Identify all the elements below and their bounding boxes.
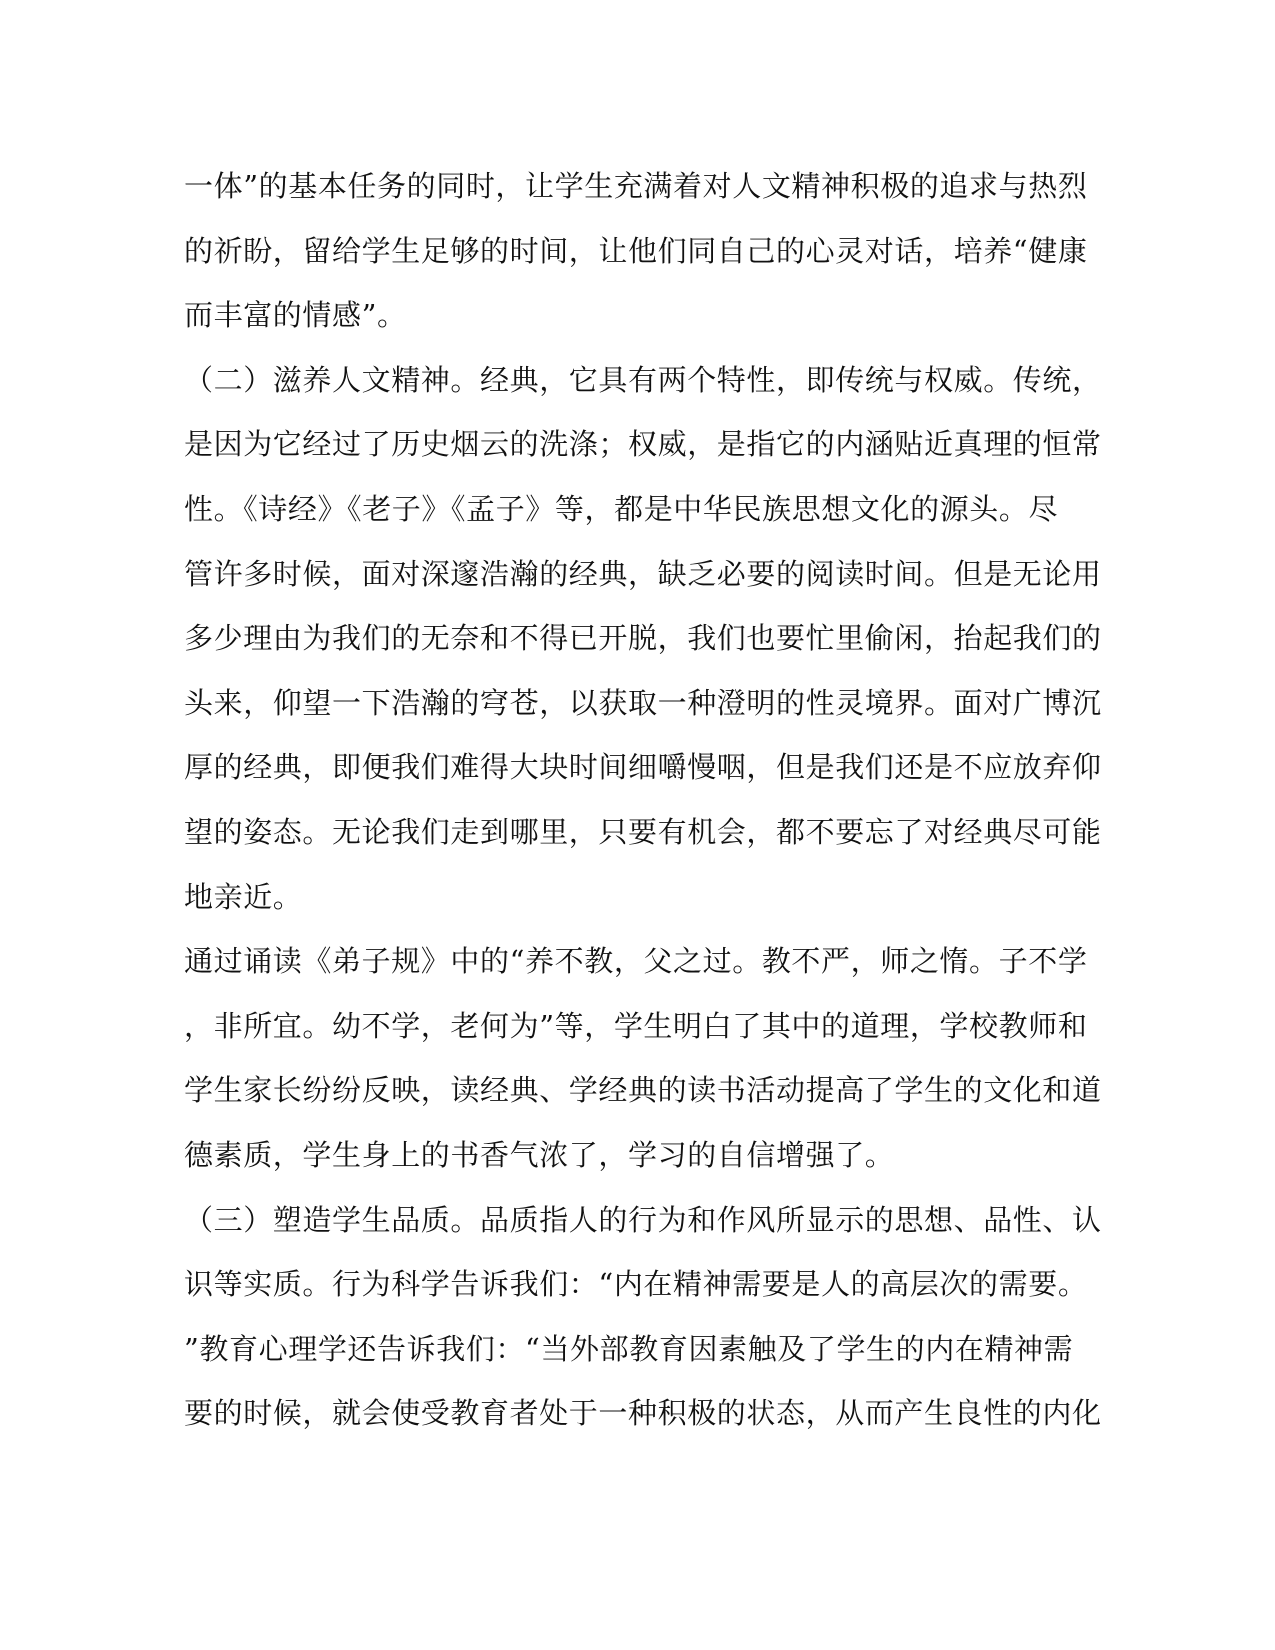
- text-line: 头来，仰望一下浩瀚的穹苍，以获取一种澄明的性灵境界。面对广博沉: [184, 685, 1102, 720]
- text-line: 德素质，学生身上的书香气浓了，学习的自信增强了。: [184, 1137, 895, 1172]
- text-line: 多少理由为我们的无奈和不得已开脱，我们也要忙里偷闲，抬起我们的: [184, 621, 1102, 656]
- text-line: （三）塑造学生品质。品质指人的行为和作风所显示的思想、品性、认: [184, 1202, 1102, 1237]
- text-line: 识等实质。行为科学告诉我们：“内在精神需要是人的高层次的需要。: [184, 1267, 1088, 1302]
- text-line: 的祈盼，留给学生足够的时间，让他们同自己的心灵对话，培养“健康: [184, 233, 1088, 268]
- text-line: （二）滋养人文精神。经典，它具有两个特性，即传统与权威。传统，: [184, 362, 1102, 397]
- text-line: ，非所宜。幼不学，老何为”等，学生明白了其中的道理，学校教师和: [184, 1008, 1088, 1043]
- text-line: 而丰富的情感”。: [184, 298, 407, 333]
- text-line: 是因为它经过了历史烟云的洗涤；权威，是指它的内涵贴近真理的恒常: [184, 427, 1102, 462]
- text-line: 地亲近。: [184, 879, 303, 914]
- text-line: 望的姿态。无论我们走到哪里，只要有机会，都不要忘了对经典尽可能: [184, 814, 1102, 849]
- text-line: 管许多时候，面对深邃浩瀚的经典，缺乏必要的阅读时间。但是无论用: [184, 556, 1102, 591]
- text-line: 一体”的基本任务的同时，让学生充满着对人文精神积极的追求与热烈: [184, 169, 1088, 203]
- body-text: [184, 154, 1102, 1446]
- text-line: 要的时候，就会使受教育者处于一种积极的状态，从而产生良性的内化: [184, 1396, 1102, 1431]
- text-line: 厚的经典，即便我们难得大块时间细嚼慢咽，但是我们还是不应放弃仰: [184, 750, 1102, 785]
- text-line: 学生家长纷纷反映，读经典、学经典的读书活动提高了学生的文化和道: [184, 1073, 1102, 1108]
- text-line: 性。《诗经》《老子》《孟子》等，都是中华民族思想文化的源头。尽: [184, 491, 1059, 526]
- text-line: 通过诵读《弟子规》中的“养不教，父之过。教不严，师之惰。子不学: [184, 944, 1088, 979]
- text-line: ”教育心理学还告诉我们：“当外部教育因素触及了学生的内在精神需: [184, 1331, 1074, 1366]
